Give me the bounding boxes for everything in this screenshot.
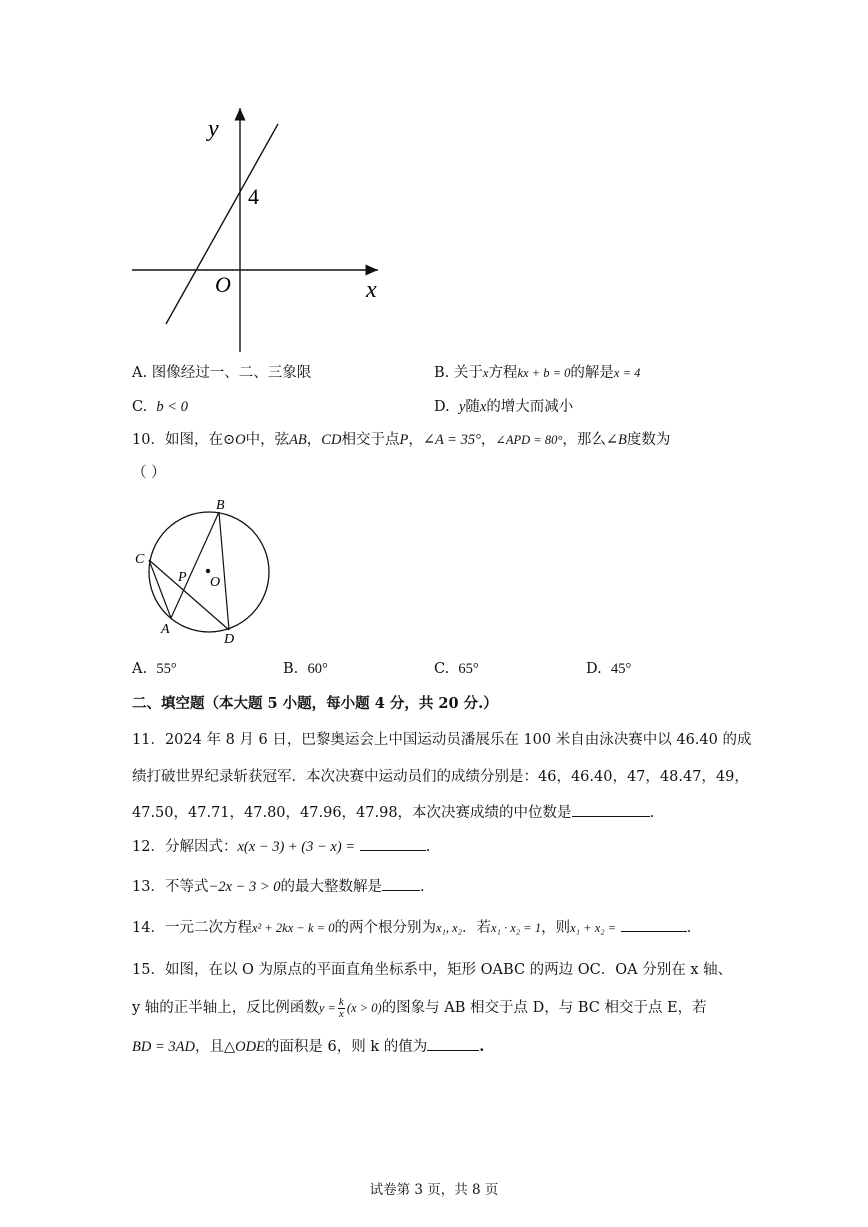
label-o: O — [210, 575, 221, 590]
q10-option-d: D. 45° — [586, 661, 632, 677]
q14: 14．一元二次方程x² + 2kx − k = 0的两个根分别为x₁, x₂．若x₁ · x₂ = 1，则x₁ + x₂ = . — [132, 917, 691, 938]
segment-bd — [219, 512, 229, 630]
q10-option-c: C. 65° — [434, 661, 479, 677]
label-b: B — [216, 498, 225, 513]
q10-paren: （ ） — [132, 465, 166, 481]
q9-option-c: C. b < 0 — [132, 399, 188, 415]
q11-line-1: 11．2024 年 8 月 6 日，巴黎奥运会上中国运动员潘展乐在 100 米自由泳决赛中以 46.40 的成 — [132, 732, 752, 748]
chord-ab — [171, 512, 219, 618]
x-axis-label: x — [366, 277, 377, 303]
q9-option-a: A. 图像经过一、二、三象限 — [132, 365, 312, 381]
q13: 13．不等式−2x − 3 > 0的最大整数解是 . — [132, 876, 425, 897]
q11-line-2: 绩打破世界纪录斩获冠军．本次决赛中运动员们的成绩分别是：46，46.40，47，48.47，49， — [132, 769, 749, 785]
origin-label: O — [215, 272, 231, 297]
q10-option-a: A. 55° — [132, 661, 177, 677]
q9-option-b: B. 关于x方程kx + b = 0的解是x = 4 — [434, 365, 641, 381]
q12-answer-blank[interactable] — [360, 836, 426, 851]
q15-answer-blank[interactable] — [427, 1036, 479, 1051]
segment-ca — [149, 560, 171, 618]
label-c: C — [135, 552, 145, 567]
label-a: A — [161, 622, 170, 637]
y-axis-label: y — [208, 116, 219, 142]
label-p: P — [178, 570, 187, 585]
section-2-title: 二、填空题（本大题 5 小题，每小题 4 分，共 20 分.） — [132, 695, 498, 712]
center-dot — [206, 569, 210, 573]
fraction-k-over-x: $\frac{k}{x}$ — [338, 995, 344, 1020]
q13-answer-blank[interactable] — [382, 876, 420, 891]
chord-cd — [149, 560, 229, 630]
circle-figure — [128, 490, 278, 650]
q14-answer-blank[interactable] — [621, 917, 687, 932]
q11-line-3: 47.50，47.71，47.80，47.96，47.98，本次决赛成绩的中位数是 . — [132, 802, 654, 823]
q15-line-3: BD = 3AD，且△ODE的面积是 6，则 k 的值为 . — [132, 1038, 485, 1055]
linear-function-graph — [120, 100, 390, 360]
q10-stem: 10．如图，在⊙O中，弦AB，CD相交于点P，∠A = 35°，∠APD = 80°，那么∠B度数为 — [132, 432, 671, 448]
q15-line-1: 15．如图，在以 O 为原点的平面直角坐标系中，矩形 OABC 的两边 OC．OA 分别在 x 轴、 — [132, 962, 733, 978]
q15-line-2: y 轴的正半轴上，反比例函数y = $\frac{k}{x}$ (x > 0)的图象与 AB 相交于点 D，与 BC 相交于点 E，若 — [132, 995, 707, 1020]
q9-option-d: D. y随x的增大而减小 — [434, 399, 574, 415]
q12: 12．分解因式：x(x − 3) + (3 − x) = . — [132, 836, 430, 857]
q10-option-b: B. 60° — [283, 661, 328, 677]
intercept-label: 4 — [248, 184, 259, 209]
q11-answer-blank[interactable] — [572, 802, 650, 817]
label-d: D — [224, 632, 235, 647]
page-footer: 试卷第 3 页，共 8 页 — [369, 1182, 499, 1198]
